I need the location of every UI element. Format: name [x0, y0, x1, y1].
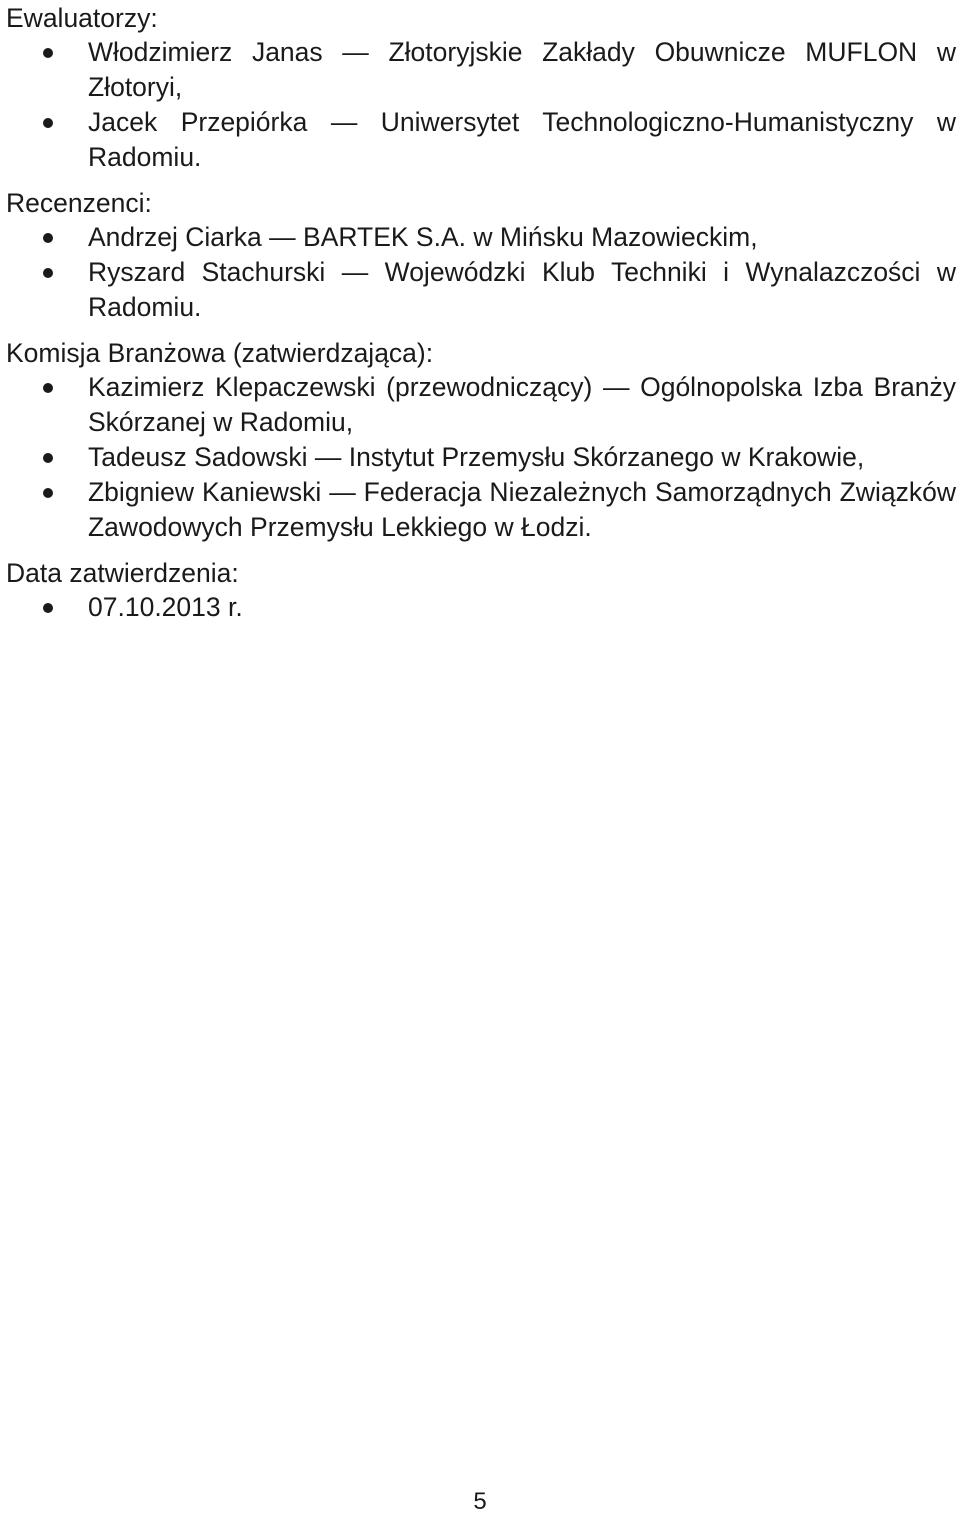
list-item: [6, 35, 956, 105]
approval-heading: Data zatwierdzenia:: [6, 558, 239, 588]
commission-section: [6, 335, 956, 545]
section-spacer: [6, 175, 956, 185]
bullet-icon: [43, 48, 53, 58]
list-item: [6, 590, 956, 625]
section-spacer: [6, 545, 956, 555]
list-item-text: Ryszard Stachurski — Wojewódzki Klub Techniki i Wynalazczości w Radomiu.: [88, 257, 956, 322]
approval-list: [6, 590, 956, 625]
list-item-text: Tadeusz Sadowski — Instytut Przemysłu Skórzanego w Krakowie,: [88, 442, 865, 472]
bullet-icon: [43, 118, 53, 128]
reviewers-heading: Recenzenci:: [6, 188, 152, 218]
reviewers-list: [6, 220, 956, 325]
list-item: [6, 440, 956, 475]
list-item: [6, 220, 956, 255]
bullet-icon: [43, 603, 53, 613]
list-item-text: Zbigniew Kaniewski — Federacja Niezależnych Samorządnych Związków Zawodowych Przemysłu Lekkiego w Łodzi.: [88, 477, 956, 542]
bullet-icon: [43, 488, 53, 498]
list-item-text: Andrzej Ciarka — BARTEK S.A. w Mińsku Mazowieckim,: [88, 222, 758, 252]
evaluators-list: [6, 35, 956, 175]
document-page: [6, 0, 956, 625]
list-item-text: Kazimierz Klepaczewski (przewodniczący) — Ogólnopolska Izba Branży Skórzanej w Radomiu,: [88, 372, 956, 437]
evaluators-section: [6, 0, 956, 175]
list-item: [6, 475, 956, 545]
commission-list: [6, 370, 956, 545]
bullet-icon: [43, 383, 53, 393]
list-item: [6, 255, 956, 325]
section-spacer: [6, 325, 956, 335]
reviewers-section: [6, 185, 956, 325]
bullet-icon: [43, 268, 53, 278]
list-item: [6, 105, 956, 175]
commission-heading: Komisja Branżowa (zatwierdzająca):: [6, 338, 434, 368]
bullet-icon: [43, 233, 53, 243]
approval-date: 07.10.2013 r.: [88, 592, 243, 622]
evaluators-heading: Ewaluatorzy:: [6, 3, 158, 33]
list-item-text: Włodzimierz Janas — Złotoryjskie Zakłady Obuwnicze MUFLON w Złotoryi,: [88, 37, 956, 102]
approval-section: [6, 555, 956, 625]
list-item-text: Jacek Przepiórka — Uniwersytet Technologiczno-Humanistyczny w Radomiu.: [88, 107, 956, 172]
bullet-icon: [43, 453, 53, 463]
page-number: 5: [473, 1488, 487, 1515]
list-item: [6, 370, 956, 440]
